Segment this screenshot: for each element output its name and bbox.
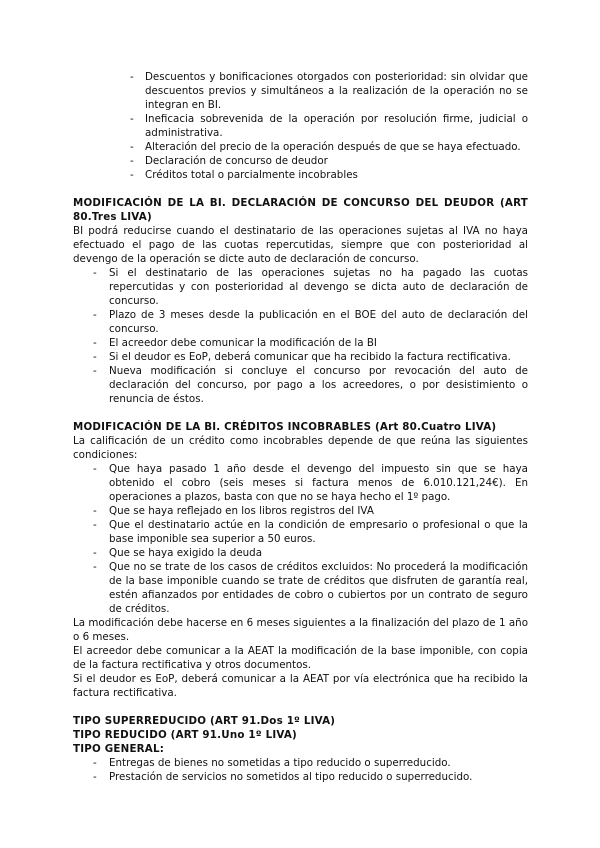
incobrables-list bbox=[73, 462, 528, 616]
dash-bullet-icon: - bbox=[93, 267, 97, 279]
paragraph-plazo: La modificación debe hacerse en 6 meses siguientes a la finalización del plazo de 1 año o 6 meses. bbox=[73, 617, 528, 643]
dash-bullet-icon: - bbox=[93, 771, 97, 783]
list-item-text: Descuentos y bonificaciones otorgados con posterioridad: sin olvidar que descuentos previos y simultáneos a la realización de la operación no se integran en BI. bbox=[145, 71, 528, 111]
dash-bullet-icon: - bbox=[93, 365, 97, 377]
list-item-text: Ineficacia sobrevenida de la operación por resolución firme, judicial o administrativa. bbox=[145, 113, 528, 139]
concurso-list bbox=[73, 266, 528, 406]
list-item-text: Créditos total o parcialmente incobrables bbox=[145, 169, 358, 181]
list-item bbox=[93, 336, 528, 350]
paragraph-incobrables: La calificación de un crédito como incobrables depende de que reúna las siguientes condiciones: bbox=[73, 435, 528, 461]
list-item-text: Plazo de 3 meses desde la publicación en el BOE del auto de declaración del concurso. bbox=[109, 309, 528, 335]
heading-reducido: TIPO REDUCIDO (ART 91.Uno 1º LIVA) bbox=[73, 729, 297, 741]
list-item bbox=[93, 560, 528, 616]
list-item bbox=[93, 504, 528, 518]
heading-concurso: MODIFICACIÓN DE LA BI. DECLARACIÓN DE CONCURSO DEL DEUDOR (ART 80.Tres LIVA) bbox=[73, 197, 528, 223]
list-item bbox=[130, 112, 528, 140]
list-item bbox=[93, 364, 528, 406]
dash-bullet-icon: - bbox=[130, 113, 134, 125]
list-item bbox=[130, 70, 528, 112]
list-item-text: Entregas de bienes no sometidas a tipo reducido o superreducido. bbox=[109, 757, 451, 769]
dash-bullet-icon: - bbox=[130, 155, 134, 167]
list-item bbox=[130, 154, 528, 168]
dash-bullet-icon: - bbox=[130, 71, 134, 83]
dash-bullet-icon: - bbox=[93, 757, 97, 769]
general-list bbox=[73, 756, 528, 784]
dash-bullet-icon: - bbox=[93, 519, 97, 531]
dash-bullet-icon: - bbox=[93, 505, 97, 517]
list-item bbox=[93, 266, 528, 308]
list-item-text: Si el deudor es EoP, deberá comunicar que ha recibido la factura rectificativa. bbox=[109, 351, 511, 363]
list-item-text: Declaración de concurso de deudor bbox=[145, 155, 328, 167]
dash-bullet-icon: - bbox=[93, 351, 97, 363]
paragraph-deudor: Si el deudor es EoP, deberá comunicar a la AEAT por vía electrónica que ha recibido la factura rectificativa. bbox=[73, 673, 528, 699]
dash-bullet-icon: - bbox=[130, 141, 134, 153]
list-item bbox=[93, 308, 528, 336]
paragraph-acreedor: El acreedor debe comunicar a la AEAT la modificación de la base imponible, con copia de la factura rectificativa y otros documentos. bbox=[73, 645, 528, 671]
list-item-text: Que haya pasado 1 año desde el devengo del impuesto sin que se haya obtenido el cobro (seis meses si factura menos de 6.010.121,24€). En operaciones a plazos, basta con que no se haya hecho el 1º pago. bbox=[109, 463, 528, 503]
dash-bullet-icon: - bbox=[93, 561, 97, 573]
list-item bbox=[93, 462, 528, 504]
dash-bullet-icon: - bbox=[93, 463, 97, 475]
intro-list bbox=[73, 70, 528, 182]
list-item-text: Que se haya reflejado en los libros registros del IVA bbox=[109, 505, 374, 517]
list-item bbox=[93, 756, 528, 770]
dash-bullet-icon: - bbox=[93, 337, 97, 349]
heading-general: TIPO GENERAL: bbox=[73, 743, 165, 755]
heading-incobrables: MODIFICACIÓN DE LA BI. CRÉDITOS INCOBRABLES (Art 80.Cuatro LIVA) bbox=[73, 421, 497, 433]
list-item-text: Que no se trate de los casos de créditos excluidos: No procederá la modificación de la base imponible cuando se trate de créditos que disfruten de garantía real, estén afianzados por entidades de cobro o cubiertos por un contrato de seguro de créditos. bbox=[109, 561, 528, 615]
list-item-text: Nueva modificación si concluye el concurso por revocación del auto de declaración del concurso, por pago a los acreedores, o por desistimiento o renuncia de éstos. bbox=[109, 365, 528, 405]
list-item-text: Alteración del precio de la operación después de que se haya efectuado. bbox=[145, 141, 521, 153]
list-item-text: Que se haya exigido la deuda bbox=[109, 547, 263, 559]
list-item-text: Si el destinatario de las operaciones sujetas no ha pagado las cuotas repercutidas y con posterioridad al devengo se dicta auto de declaración de concurso. bbox=[109, 267, 528, 307]
list-item bbox=[93, 546, 528, 560]
dash-bullet-icon: - bbox=[93, 547, 97, 559]
document-page bbox=[73, 70, 528, 784]
list-item-text: Que el destinatario actúe en la condición de empresario o profesional o que la base imponible sea superior a 50 euros. bbox=[109, 519, 528, 545]
list-item bbox=[130, 140, 528, 154]
list-item-text: El acreedor debe comunicar la modificación de la BI bbox=[109, 337, 377, 349]
list-item bbox=[93, 350, 528, 364]
list-item bbox=[130, 168, 528, 182]
list-item bbox=[93, 518, 528, 546]
list-item-text: Prestación de servicios no sometidos al tipo reducido o superreducido. bbox=[109, 771, 473, 783]
heading-superreducido: TIPO SUPERREDUCIDO (ART 91.Dos 1º LIVA) bbox=[73, 715, 336, 727]
dash-bullet-icon: - bbox=[93, 309, 97, 321]
dash-bullet-icon: - bbox=[130, 169, 134, 181]
paragraph-concurso: BI podrá reducirse cuando el destinatario de las operaciones sujetas al IVA no haya efectuado el pago de las cuotas repercutidas, siempre que con posterioridad al devengo de la operación se dicte auto de declaración de concurso. bbox=[73, 225, 528, 265]
list-item bbox=[93, 770, 528, 784]
